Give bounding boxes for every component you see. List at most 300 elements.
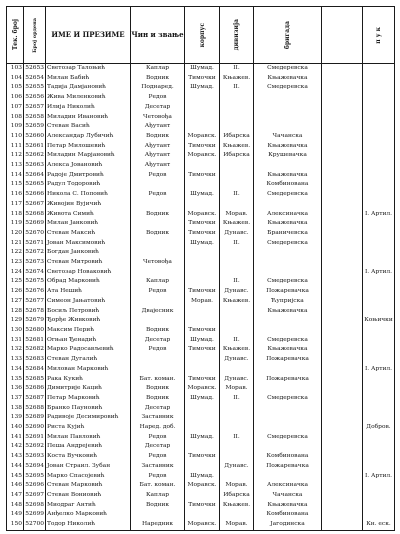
- table-cell: [254, 413, 322, 423]
- table-cell: 52658: [24, 113, 46, 123]
- table-cell: II.: [220, 336, 254, 346]
- table-cell: 129: [7, 316, 24, 326]
- table-cell: [322, 200, 363, 210]
- table-row: [7, 142, 395, 152]
- table-cell: Босиљ Петровић: [46, 307, 131, 317]
- table-cell: [322, 336, 363, 346]
- table-cell: Алексиначка: [254, 481, 322, 491]
- table-cell: 144: [7, 462, 24, 472]
- table-cell: [322, 93, 363, 103]
- table-cell: [254, 122, 322, 132]
- table-row: [7, 433, 395, 443]
- table-cell: [322, 219, 363, 229]
- table-cell: 115: [7, 180, 24, 190]
- table-cell: [322, 423, 363, 433]
- col-broj: Број ордена: [24, 7, 46, 64]
- col-empty: [322, 7, 363, 64]
- table-cell: Водник: [131, 384, 185, 394]
- table-cell: 138: [7, 404, 24, 414]
- table-cell: Марко Спасојевић: [46, 472, 131, 482]
- table-cell: Каплар: [131, 277, 185, 287]
- table-cell: Ађутант: [131, 151, 185, 161]
- table-cell: [254, 248, 322, 258]
- table-row: [7, 83, 395, 93]
- table-cell: Књажевачка: [254, 307, 322, 317]
- table-cell: 52671: [24, 239, 46, 249]
- table-cell: Шумад.: [185, 64, 220, 74]
- table-cell: Дунавс.: [220, 355, 254, 365]
- table-cell: Смедеревска: [254, 433, 322, 443]
- table-cell: [220, 93, 254, 103]
- table-row: [7, 258, 395, 268]
- table-cell: [363, 248, 395, 258]
- table-cell: [363, 287, 395, 297]
- table-row: [7, 394, 395, 404]
- table-cell: [363, 462, 395, 472]
- col-ime: ИМЕ И ПРЕЗИМЕ: [46, 7, 131, 64]
- table-row: [7, 355, 395, 365]
- table-cell: Моравск.: [185, 210, 220, 220]
- table-cell: Димитрије Кацић: [46, 384, 131, 394]
- table-row: [7, 229, 395, 239]
- table-cell: Кн. еск.: [363, 520, 395, 530]
- table-cell: [131, 248, 185, 258]
- table-cell: 52667: [24, 200, 46, 210]
- table-cell: Дунавс.: [220, 287, 254, 297]
- table-cell: 52696: [24, 481, 46, 491]
- table-cell: [322, 491, 363, 501]
- table-cell: Моравск.: [185, 481, 220, 491]
- table-cell: [254, 423, 322, 433]
- table-cell: Комбинована: [254, 180, 322, 190]
- table-cell: 52653: [24, 64, 46, 74]
- table-cell: Десетар: [131, 336, 185, 346]
- table-cell: II.: [220, 433, 254, 443]
- table-cell: 121: [7, 239, 24, 249]
- table-cell: [131, 355, 185, 365]
- table-cell: [363, 74, 395, 84]
- table-cell: [363, 433, 395, 443]
- table-cell: [322, 229, 363, 239]
- table-cell: Водник: [131, 132, 185, 142]
- table-cell: [322, 268, 363, 278]
- table-cell: [254, 442, 322, 452]
- table-cell: 52693: [24, 452, 46, 462]
- table-cell: Шумад.: [185, 472, 220, 482]
- table-cell: Стеван Марковић: [46, 481, 131, 491]
- table-cell: Редов: [131, 190, 185, 200]
- table-cell: Ибарска: [220, 151, 254, 161]
- table-cell: Морав.: [220, 210, 254, 220]
- table-cell: Водник: [131, 229, 185, 239]
- table-cell: [131, 219, 185, 229]
- table-cell: 149: [7, 510, 24, 520]
- table-cell: Морав.: [220, 384, 254, 394]
- table-cell: [363, 491, 395, 501]
- decorations-table: [6, 6, 395, 531]
- table-cell: Шумад.: [185, 336, 220, 346]
- table-cell: Ибарска: [220, 491, 254, 501]
- table-cell: [322, 462, 363, 472]
- table-cell: 52666: [24, 190, 46, 200]
- table-cell: [185, 491, 220, 501]
- table-cell: [322, 122, 363, 132]
- table-cell: [322, 113, 363, 123]
- table-row: [7, 103, 395, 113]
- table-cell: [322, 326, 363, 336]
- table-cell: Стеван Митровић: [46, 258, 131, 268]
- table-row: [7, 268, 395, 278]
- table-cell: Редов: [131, 171, 185, 181]
- table-row: [7, 297, 395, 307]
- table-cell: Илија Николић: [46, 103, 131, 113]
- table-cell: [363, 258, 395, 268]
- table-cell: [220, 452, 254, 462]
- table-cell: I. Артил.: [363, 472, 395, 482]
- table-cell: [220, 316, 254, 326]
- table-row: [7, 326, 395, 336]
- table-cell: Водник: [131, 210, 185, 220]
- table-cell: 52689: [24, 413, 46, 423]
- table-cell: 52659: [24, 122, 46, 132]
- table-cell: Светозар Новаковић: [46, 268, 131, 278]
- table-cell: [363, 394, 395, 404]
- table-cell: [322, 472, 363, 482]
- table-cell: Књажев.: [220, 219, 254, 229]
- table-cell: 111: [7, 142, 24, 152]
- table-cell: 148: [7, 501, 24, 511]
- table-cell: [220, 472, 254, 482]
- table-cell: Моравск.: [185, 132, 220, 142]
- table-cell: Светозар Талоњић: [46, 64, 131, 74]
- table-row: [7, 287, 395, 297]
- table-cell: Поднаред.: [131, 83, 185, 93]
- table-cell: Браничевска: [254, 229, 322, 239]
- table-row: [7, 200, 395, 210]
- table-cell: 52668: [24, 210, 46, 220]
- table-cell: [220, 365, 254, 375]
- table-cell: Десетар: [131, 404, 185, 414]
- table-cell: Обрад Марковић: [46, 277, 131, 287]
- table-cell: [185, 423, 220, 433]
- table-cell: 52661: [24, 142, 46, 152]
- table-cell: [322, 297, 363, 307]
- table-cell: [363, 345, 395, 355]
- table-cell: Чачанска: [254, 491, 322, 501]
- table-cell: [131, 200, 185, 210]
- table-cell: 52688: [24, 404, 46, 414]
- table-cell: 150: [7, 520, 24, 530]
- table-cell: [322, 142, 363, 152]
- table-cell: Заставник: [131, 462, 185, 472]
- table-cell: [322, 345, 363, 355]
- table-cell: 125: [7, 277, 24, 287]
- table-row: [7, 491, 395, 501]
- table-cell: [322, 74, 363, 84]
- table-cell: [363, 171, 395, 181]
- table-cell: [131, 316, 185, 326]
- table-cell: [363, 142, 395, 152]
- table-cell: [363, 93, 395, 103]
- table-cell: [220, 200, 254, 210]
- table-cell: [322, 258, 363, 268]
- table-cell: Шумад.: [185, 394, 220, 404]
- table-cell: [363, 277, 395, 287]
- table-cell: II.: [220, 277, 254, 287]
- table-cell: [220, 180, 254, 190]
- table-cell: [322, 452, 363, 462]
- table-cell: 135: [7, 375, 24, 385]
- table-cell: 146: [7, 481, 24, 491]
- table-cell: Моравск.: [185, 520, 220, 530]
- table-cell: Тимочки: [185, 229, 220, 239]
- table-cell: Шумад.: [185, 433, 220, 443]
- table-cell: Ата Нешић: [46, 287, 131, 297]
- table-cell: Риста Кујић: [46, 423, 131, 433]
- table-cell: 128: [7, 307, 24, 317]
- table-cell: [363, 132, 395, 142]
- table-cell: [363, 83, 395, 93]
- table-cell: Јован Страил. Зубан: [46, 462, 131, 472]
- table-cell: [363, 297, 395, 307]
- table-cell: [254, 404, 322, 414]
- table-cell: 123: [7, 258, 24, 268]
- table-cell: Дунавс.: [220, 229, 254, 239]
- table-body: [7, 64, 395, 531]
- table-cell: [185, 268, 220, 278]
- table-cell: Смедеревска: [254, 336, 322, 346]
- table-cell: [363, 113, 395, 123]
- table-row: [7, 74, 395, 84]
- table-row: [7, 180, 395, 190]
- table-cell: 52680: [24, 326, 46, 336]
- table-cell: [254, 365, 322, 375]
- table-cell: [322, 384, 363, 394]
- table-cell: Дунавс.: [220, 462, 254, 472]
- table-cell: 52675: [24, 277, 46, 287]
- table-header-row: [7, 7, 395, 64]
- table-cell: [363, 161, 395, 171]
- table-cell: II.: [220, 190, 254, 200]
- table-cell: 52686: [24, 384, 46, 394]
- table-cell: [220, 113, 254, 123]
- table-cell: [185, 180, 220, 190]
- table-cell: [254, 103, 322, 113]
- table-cell: 136: [7, 384, 24, 394]
- table-cell: Водник: [131, 501, 185, 511]
- table-cell: [322, 307, 363, 317]
- table-cell: Пожаревачка: [254, 375, 322, 385]
- table-row: [7, 423, 395, 433]
- table-row: [7, 239, 395, 249]
- table-cell: Четовођа: [131, 258, 185, 268]
- table-cell: [131, 180, 185, 190]
- table-cell: [220, 404, 254, 414]
- table-row: [7, 64, 395, 74]
- table-cell: 52683: [24, 355, 46, 365]
- table-cell: 52678: [24, 307, 46, 317]
- table-cell: Каплар: [131, 64, 185, 74]
- table-row: [7, 316, 395, 326]
- table-cell: Смедеревска: [254, 83, 322, 93]
- table-row: [7, 520, 395, 530]
- table-cell: 52677: [24, 297, 46, 307]
- table-cell: Редов: [131, 93, 185, 103]
- table-cell: [254, 268, 322, 278]
- table-cell: [254, 316, 322, 326]
- table-cell: [185, 103, 220, 113]
- table-cell: Радоје Дмитровић: [46, 171, 131, 181]
- table-cell: [363, 510, 395, 520]
- table-row: [7, 151, 395, 161]
- table-cell: [185, 113, 220, 123]
- table-cell: Тимочки: [185, 345, 220, 355]
- table-cell: Никола С. Поповић: [46, 190, 131, 200]
- table-cell: [363, 404, 395, 414]
- table-row: [7, 375, 395, 385]
- table-cell: [220, 442, 254, 452]
- table-row: [7, 404, 395, 414]
- table-cell: [363, 384, 395, 394]
- table-cell: [254, 258, 322, 268]
- col-korpus: корпус: [185, 7, 220, 64]
- table-cell: [131, 268, 185, 278]
- table-cell: [322, 481, 363, 491]
- table-cell: 52684: [24, 365, 46, 375]
- table-cell: 112: [7, 151, 24, 161]
- table-cell: Тимочки: [185, 219, 220, 229]
- table-cell: Смедеревска: [254, 239, 322, 249]
- table-cell: [363, 190, 395, 200]
- table-cell: [185, 365, 220, 375]
- col-puk: п у к: [363, 7, 395, 64]
- table-row: [7, 442, 395, 452]
- table-cell: Милан Јанковић: [46, 219, 131, 229]
- table-row: [7, 113, 395, 123]
- table-cell: [322, 501, 363, 511]
- table-cell: [322, 520, 363, 530]
- table-cell: Ађутант: [131, 161, 185, 171]
- table-cell: [363, 239, 395, 249]
- table-cell: Стеван Вониовић: [46, 491, 131, 501]
- table-cell: [322, 277, 363, 287]
- table-cell: Књажев.: [220, 297, 254, 307]
- table-cell: II.: [220, 83, 254, 93]
- table-row: [7, 481, 395, 491]
- table-cell: 52669: [24, 219, 46, 229]
- table-cell: Тимочки: [185, 501, 220, 511]
- table-cell: Двајесник: [131, 307, 185, 317]
- table-cell: 106: [7, 93, 24, 103]
- table-cell: 132: [7, 345, 24, 355]
- table-cell: [185, 161, 220, 171]
- table-cell: Књажев.: [220, 142, 254, 152]
- table-cell: 52687: [24, 394, 46, 404]
- table-row: [7, 132, 395, 142]
- table-cell: [363, 200, 395, 210]
- table-cell: Књажев.: [220, 74, 254, 84]
- table-row: [7, 413, 395, 423]
- table-cell: 110: [7, 132, 24, 142]
- table-cell: Тадија Дамјановић: [46, 83, 131, 93]
- table-cell: Шумад.: [185, 239, 220, 249]
- table-cell: [363, 326, 395, 336]
- table-cell: Петар Милошевић: [46, 142, 131, 152]
- table-cell: [322, 442, 363, 452]
- table-cell: 107: [7, 103, 24, 113]
- table-cell: Богдан Јанковић: [46, 248, 131, 258]
- table-cell: Ађутант: [131, 122, 185, 132]
- table-cell: [322, 210, 363, 220]
- table-cell: Миладин Ивановић: [46, 113, 131, 123]
- table-cell: [322, 151, 363, 161]
- table-cell: Добров.: [363, 423, 395, 433]
- table-cell: [363, 375, 395, 385]
- table-cell: 52657: [24, 103, 46, 113]
- table-cell: 134: [7, 365, 24, 375]
- table-cell: [185, 200, 220, 210]
- table-row: [7, 345, 395, 355]
- table-cell: II.: [220, 239, 254, 249]
- table-cell: [322, 365, 363, 375]
- table-row: [7, 472, 395, 482]
- table-cell: 141: [7, 433, 24, 443]
- table-cell: 114: [7, 171, 24, 181]
- table-row: [7, 248, 395, 258]
- table-cell: [185, 355, 220, 365]
- table-cell: 52694: [24, 462, 46, 472]
- table-row: [7, 161, 395, 171]
- table-cell: Наредник: [131, 520, 185, 530]
- table-cell: 143: [7, 452, 24, 462]
- table-cell: Марко Радосављевић: [46, 345, 131, 355]
- table-cell: Радивоје Десимировић: [46, 413, 131, 423]
- table-cell: 118: [7, 210, 24, 220]
- table-cell: Смедеревска: [254, 277, 322, 287]
- table-cell: Чачанска: [254, 132, 322, 142]
- table-row: [7, 93, 395, 103]
- table-cell: [322, 239, 363, 249]
- table-row: [7, 190, 395, 200]
- table-cell: 52698: [24, 501, 46, 511]
- table-cell: [185, 316, 220, 326]
- table-cell: 52664: [24, 171, 46, 181]
- table-cell: Коста Вучковић: [46, 452, 131, 462]
- table-cell: Десетар: [131, 442, 185, 452]
- table-cell: Тимочки: [185, 74, 220, 84]
- table-cell: 52691: [24, 433, 46, 443]
- table-cell: 52699: [24, 510, 46, 520]
- table-cell: Пожаревачка: [254, 462, 322, 472]
- table-cell: Анђелко Марковић: [46, 510, 131, 520]
- table-cell: 119: [7, 219, 24, 229]
- table-cell: 133: [7, 355, 24, 365]
- table-cell: Редов: [131, 472, 185, 482]
- table-cell: Комбинована: [254, 510, 322, 520]
- table-cell: Шумад.: [185, 190, 220, 200]
- table-cell: Пеша Андрејевић: [46, 442, 131, 452]
- table-cell: Јован Максимовић: [46, 239, 131, 249]
- table-cell: Књажевачка: [254, 171, 322, 181]
- table-cell: Милан Бабић: [46, 74, 131, 84]
- table-row: [7, 365, 395, 375]
- table-cell: [185, 307, 220, 317]
- table-cell: Стеван Максић: [46, 229, 131, 239]
- table-cell: [131, 510, 185, 520]
- table-cell: Четовођа: [131, 113, 185, 123]
- col-chin: Чин и звање: [131, 7, 185, 64]
- col-brigada: бригада: [254, 7, 322, 64]
